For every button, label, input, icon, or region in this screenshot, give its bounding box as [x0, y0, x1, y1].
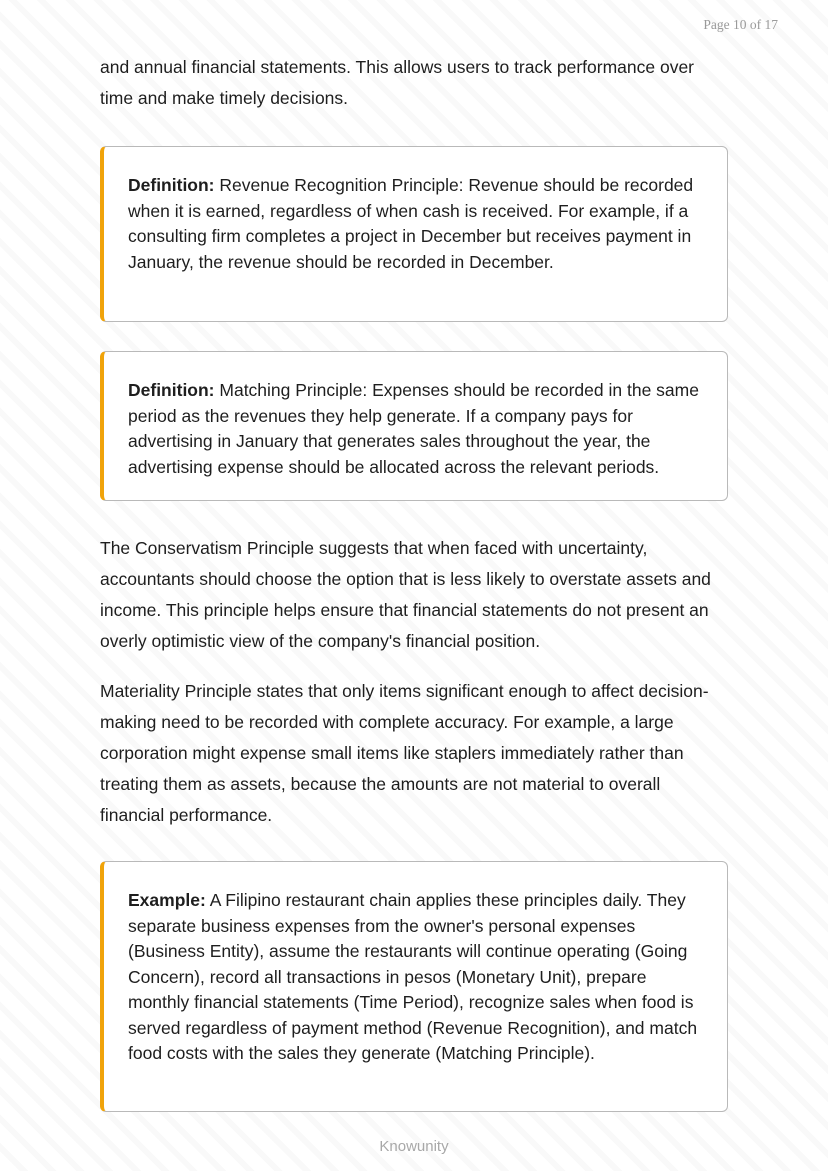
page-number: Page 10 of 17: [703, 17, 778, 32]
conservatism-paragraph: The Conservatism Principle suggests that when faced with uncertainty, accountants should choose the option that is less likely to overstate assets and income. This principle helps ensure that financial statements do not present an overly optimistic view of the company's financial position.: [100, 538, 711, 651]
callout-label: Example:: [128, 890, 206, 910]
materiality-paragraph: Materiality Principle states that only items significant enough to affect decision-making need to be recorded with complete accuracy. For example, a large corporation might expense small items like staplers immediately rather than treating them as assets, because the amounts are not material to overall financial performance.: [100, 681, 709, 825]
callout-text: Revenue Recognition Principle: Revenue should be recorded when it is earned, regardless of when cash is received. For example, if a consulting firm completes a project in December but receives payment in January, the revenue should be recorded in December.: [128, 175, 694, 272]
callout-text: A Filipino restaurant chain applies these principles daily. They separate business expenses from the owner's personal expenses (Business Entity), assume the restaurants will continue operating (Going Concern), record all transactions in pesos (Monetary Unit), prepare monthly financial statements (Time Period), recognize sales when food is served regardless of payment method (Revenue Recognition), and match food costs with the sales they generate (Matching Principle).: [128, 890, 698, 1063]
definition-callout-revenue-recognition: [100, 146, 728, 322]
footer-brand: Knowunity: [379, 1138, 449, 1155]
page-content: [100, 52, 728, 1112]
callout-label: Definition:: [128, 175, 215, 195]
intro-paragraph: and annual financial statements. This allows users to track performance over time and make timely decisions.: [100, 57, 695, 108]
callout-label: Definition:: [128, 380, 215, 400]
example-callout-restaurant-chain: [100, 861, 728, 1112]
definition-callout-matching-principle: [100, 351, 728, 501]
callout-text: Matching Principle: Expenses should be recorded in the same period as the revenues they help generate. If a company pays for advertising in January that generates sales throughout the year, the advertising expense should be allocated across the relevant periods.: [128, 380, 699, 477]
